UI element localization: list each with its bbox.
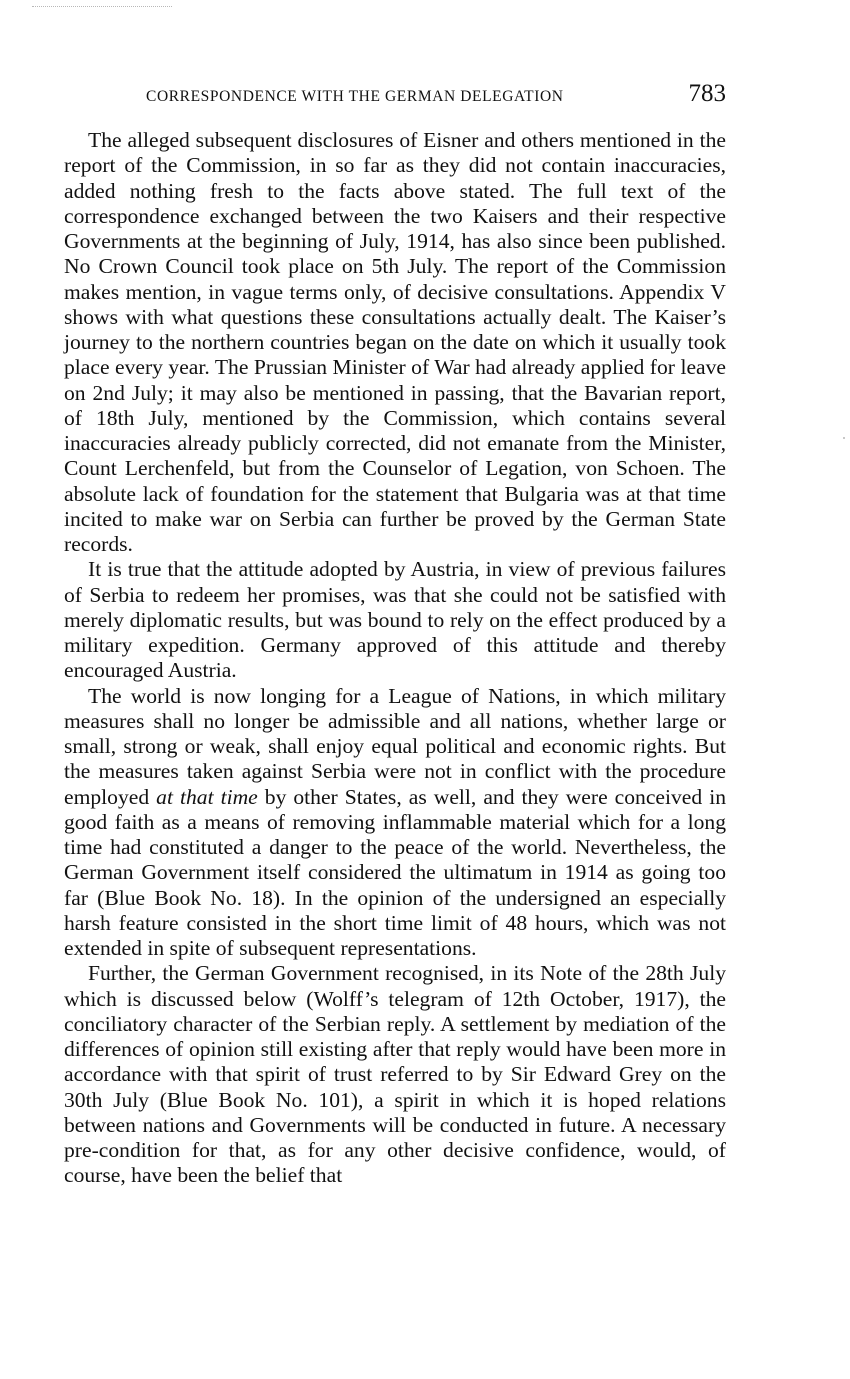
running-head <box>64 78 726 118</box>
paragraph-text: by other States, as well, and they were conceived in good faith as a means of removing inflammable material which for a long time had constituted a danger to the peace of the world. Nevertheless, the German Government itself considered the ultimatum in 1914 as going too far (Blue Book No. 18). In the opinion of the undersigned an especially harsh feature consisted in the short time limit of 48 hours, which was not extended in spite of subsequent representations. <box>64 784 726 960</box>
paragraph-eisner-disclosures: The alleged subsequent disclosures of Eisner and others mentioned in the report of the Commission, in so far as they did not contain inaccuracies, added nothing fresh to the facts above stated. The full text of the correspondence exchanged between the two Kaisers and their respective Governments at the beginning of July, 1914, has also since been published. No Crown Council took place on 5th July. The report of the Commission makes mention, in vague terms only, of decisive consultations. Appendix V shows with what questions these consultations actually dealt. The Kaiser’s journey to the northern countries began on the date on which it usually took place every year. The Prussian Minister of War had already applied for leave on 2nd July; it may also be mentioned in passing, that the Bavarian report, of 18th July, mentioned by the Commission, which contains several inaccuracies already publicly corrected, did not emanate from the Minister, Count Lerchenfeld, but from the Counselor of Legation, von Schoen. The absolute lack of foundation for the statement that Bulgaria was at that time incited to make war on Serbia can further be proved by the German State records. <box>64 128 726 556</box>
scan-artifact-dot <box>843 437 845 439</box>
scan-artifact-line <box>32 6 172 7</box>
paragraph-serbian-reply: Further, the German Government recognised, in its Note of the 28th July which is discussed below (Wolff’s telegram of 12th October, 1917), the conciliatory character of the Serbian reply. A settlement by mediation of the differences of opinion still existing after that reply would have been more in accordance with that spirit of trust referred to by Sir Edward Grey on the 30th July (Blue Book No. 101), a spirit in which it is hoped relations between nations and Governments will be conducted in future. A necessary pre-condition for that, as for any other decisive confidence, would, of course, have been the belief that <box>64 961 726 1188</box>
page-number: 783 <box>688 80 726 107</box>
paragraph-text: The world is now longing for a League of Nations, in which military measures shall no longer be admissible and all nations, whether large or small, strong or weak, shall enjoy equal political and economic rights. But the measures taken against Serbia were not in conflict with the procedure employed <box>64 683 726 809</box>
body-text <box>64 128 726 1189</box>
running-title: CORRESPONDENCE WITH THE GERMAN DELEGATION <box>146 88 564 105</box>
paragraph-league-of-nations <box>64 684 726 962</box>
paragraph-austria-attitude: It is true that the attitude adopted by Austria, in view of previous failures of Serbia to redeem her promises, was that she could not be satisfied with merely diplomatic results, but was bound to rely on the effect produced by a military expedition. Germany approved of this attitude and thereby encouraged Austria. <box>64 557 726 683</box>
italic-emphasis: at that time <box>156 784 258 809</box>
